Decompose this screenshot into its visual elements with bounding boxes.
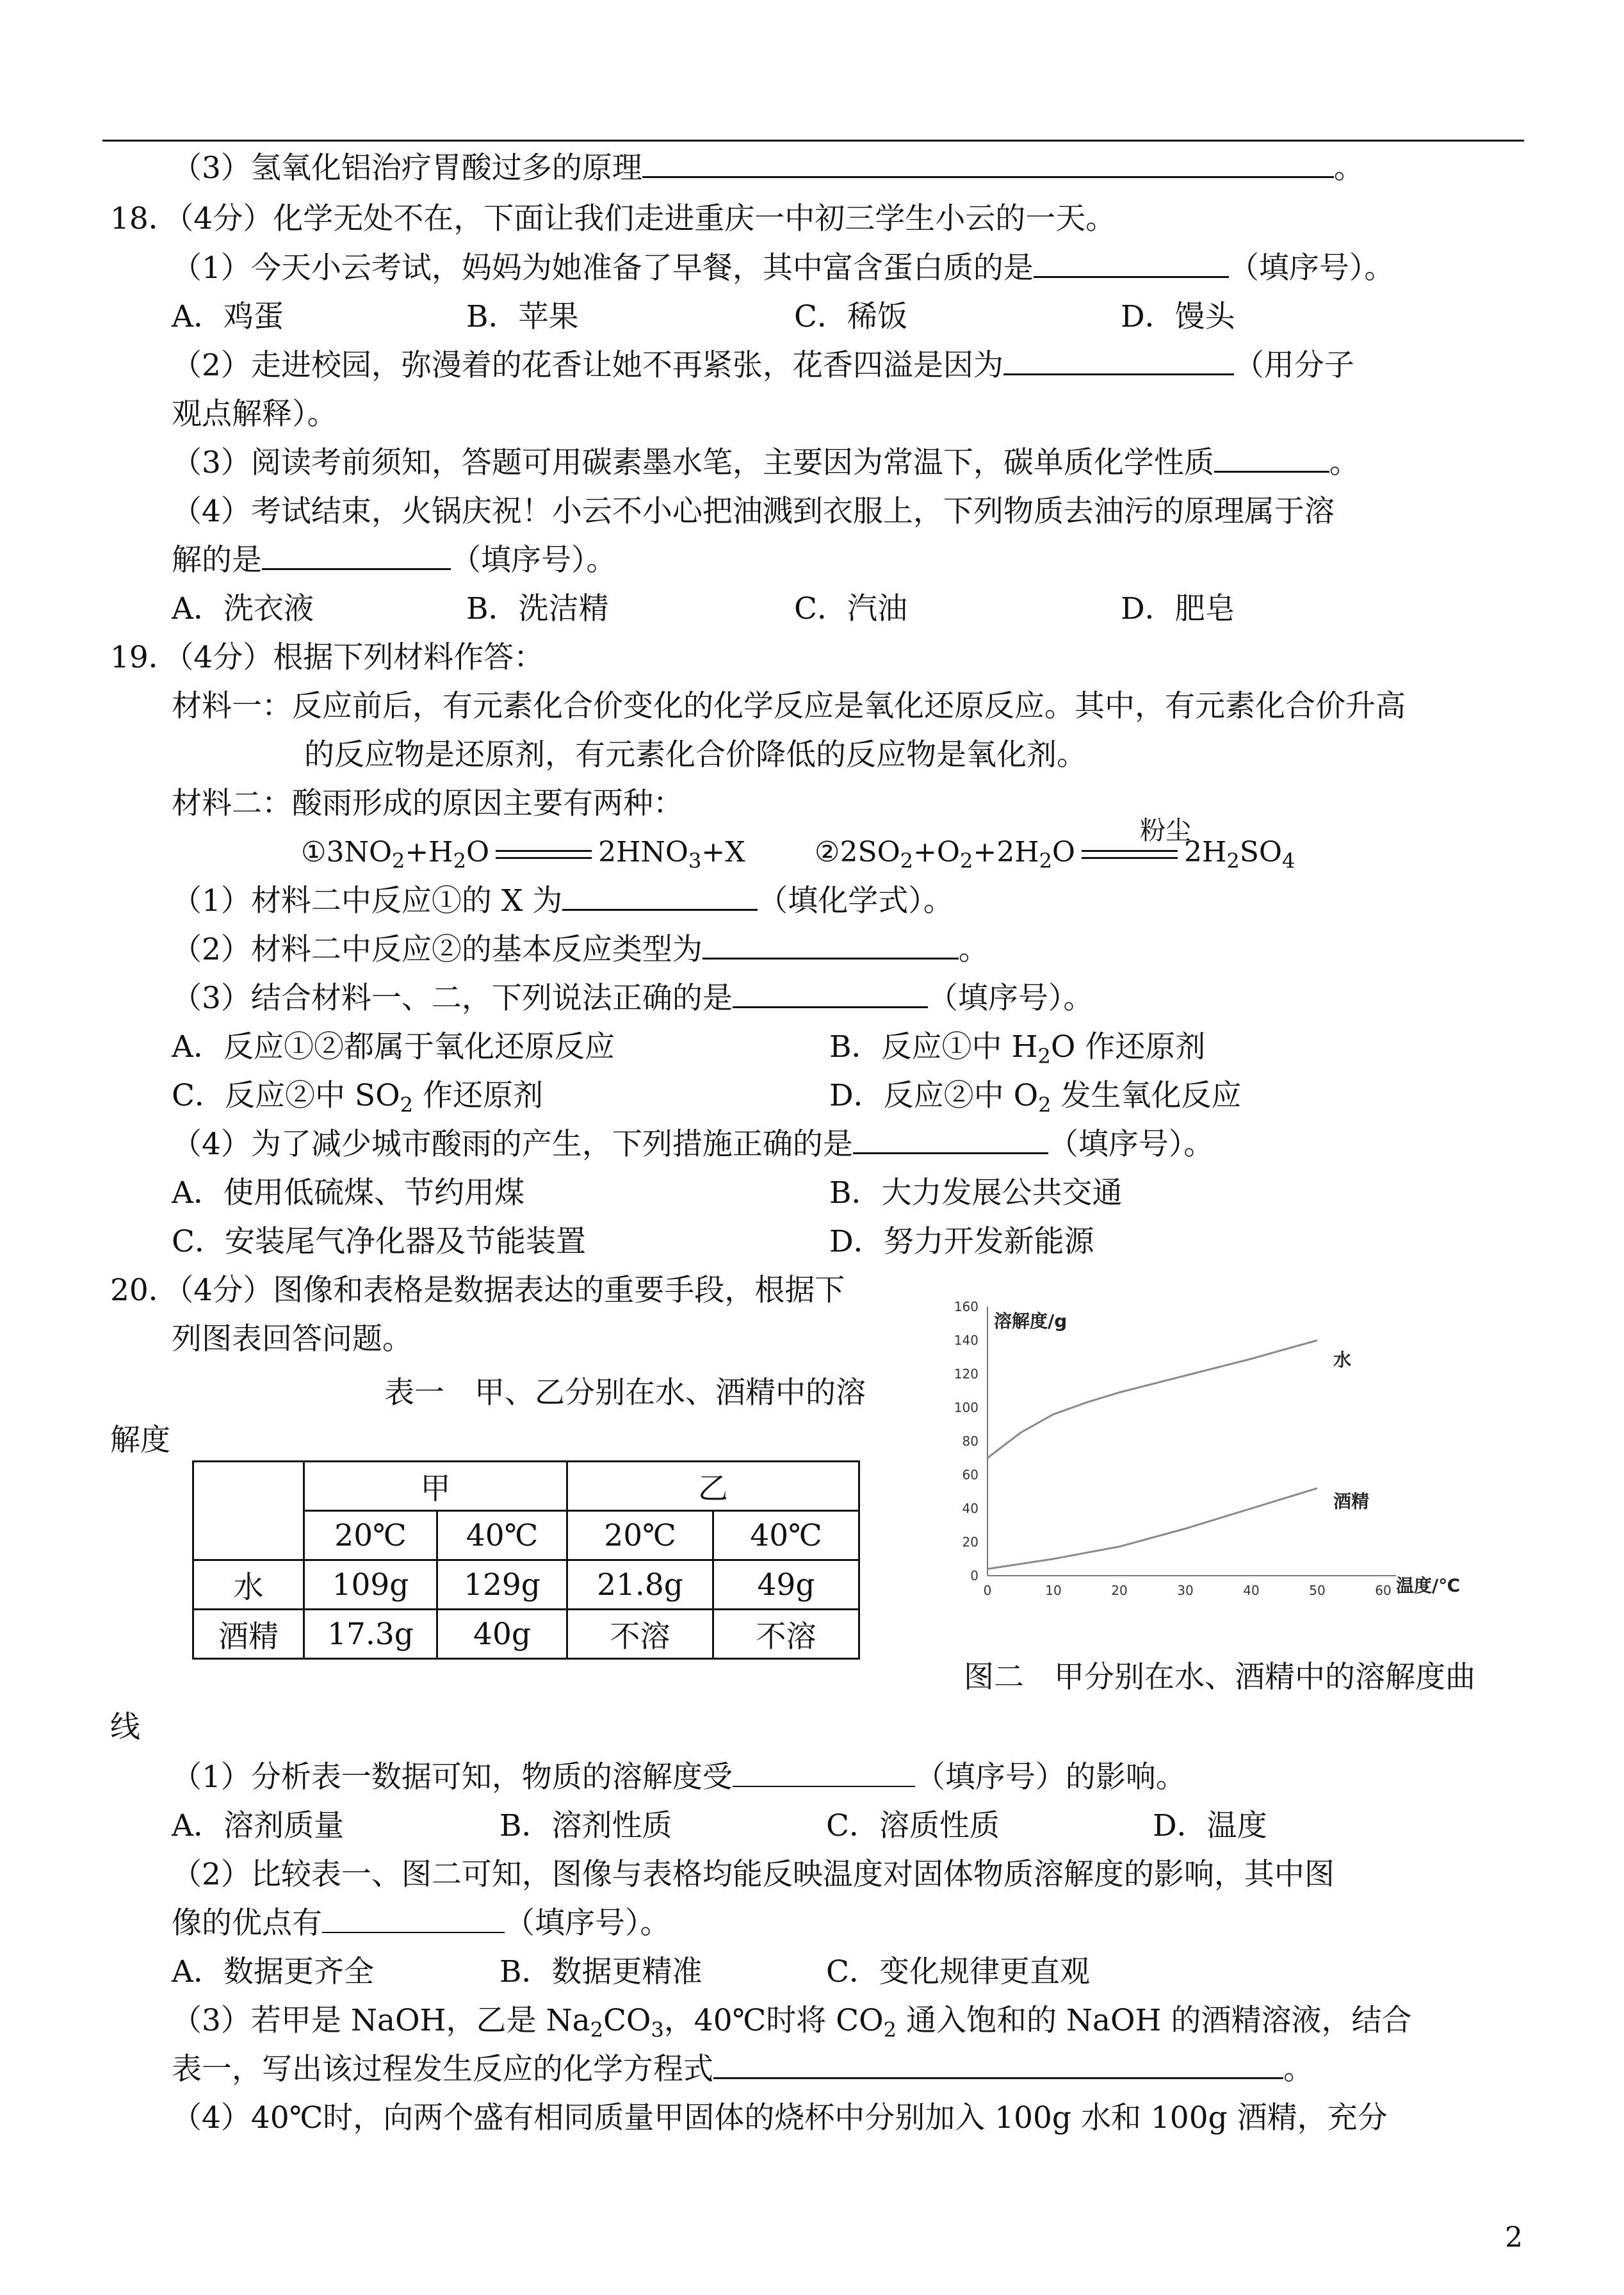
q18-1-option-c: C．稀饭 (794, 299, 907, 334)
table-cell: 17.3g (304, 1610, 437, 1659)
q19-3: （3）结合材料一、二，下列说法正确的是 （填序号）。 (172, 981, 1094, 1016)
y-axis-label: 溶解度/g (994, 1311, 1068, 1332)
series-label: 酒精 (1333, 1491, 1370, 1512)
table-cell: 40g (437, 1610, 567, 1659)
q20-1-option-d: D．温度 (1153, 1808, 1267, 1843)
q20-2-option-b: B．数据更精准 (499, 1954, 702, 1989)
q20-3: （3）若甲是 NaOH，乙是 $Na_2CO_3$，40℃时将 $CO_2$ 通入饱和的 NaOH 的酒精溶液，结合 (172, 2003, 1412, 2042)
solubility-table (192, 1460, 860, 1660)
q18-1-option-a: A．鸡蛋 (172, 299, 284, 334)
q19-4-option-a: A．使用低硫煤、节约用煤 (172, 1175, 524, 1211)
q20-4: （4）40℃时，向两个盛有相同质量甲固体的烧杯中分别加入 100g 水和 100g 酒精，充分 (172, 2100, 1388, 2136)
y-tick-label: 160 (954, 1299, 978, 1314)
q20-2-option-a: A．数据更齐全 (172, 1954, 374, 1989)
table-cell: 不溶 (713, 1610, 859, 1659)
y-tick-label: 100 (954, 1400, 978, 1416)
x-tick-label: 10 (1045, 1583, 1062, 1598)
table-group-header: 乙 (567, 1462, 859, 1511)
y-tick-label: 140 (954, 1332, 978, 1348)
q20-2-option-c: C．变化规律更直观 (826, 1954, 1090, 1989)
table-temp-header: 40℃ (713, 1511, 859, 1560)
top-rule (102, 140, 1524, 142)
y-tick-label: 60 (962, 1467, 978, 1483)
dust-condition: 粉尘 (1140, 816, 1191, 845)
y-tick-label: 120 (954, 1366, 978, 1382)
reaction-1-equation: $①3NO_2+H_2O$ $2HNO_3+X$ (301, 836, 745, 873)
x-tick-label: 20 (1111, 1583, 1128, 1598)
q19-4-option-d: D．努力开发新能源 (829, 1224, 1094, 1259)
x-tick-label: 60 (1375, 1583, 1392, 1598)
q18-1-option-d: D．馒头 (1121, 299, 1235, 334)
table-temp-header: 40℃ (437, 1511, 567, 1560)
y-tick-label: 0 (970, 1568, 978, 1583)
q19-title: 19．（4分）根据下列材料作答： (110, 640, 544, 675)
q19-4-option-c: C．安装尾气净化器及节能装置 (172, 1224, 586, 1259)
table-row (193, 1560, 859, 1610)
q19-3-option-b: B．反应①中 $H_2O$ 作还原剂 (829, 1029, 1206, 1068)
material-1: 材料一：反应前后，有元素化合价变化的化学反应是氧化还原反应。其中，有元素化合价升高 (172, 689, 1406, 724)
y-tick-label: 20 (962, 1534, 978, 1550)
page-number: 2 (1505, 2221, 1523, 2254)
material-1-cont: 的反应物是还原剂，有元素化合价降低的反应物是氧化剂。 (304, 737, 1087, 772)
q18-4-cont: 解的是 （填序号）。 (172, 543, 617, 578)
table-cell: 109g (304, 1560, 437, 1610)
table-temp-header: 20℃ (567, 1511, 713, 1560)
q19-2: （2）材料二中反应②的基本反应类型为 。 (172, 932, 989, 967)
table-cell: 49g (713, 1560, 859, 1610)
table-group-header: 甲 (304, 1462, 567, 1511)
q20-1-option-b: B．溶剂性质 (499, 1808, 672, 1843)
q18-1: （1）今天小云考试，妈妈为她准备了早餐，其中富含蛋白质的是 （填序号）。 (172, 250, 1395, 286)
q20-1-option-a: A．溶剂质量 (172, 1808, 344, 1843)
q19-4-option-b: B．大力发展公共交通 (829, 1175, 1123, 1211)
table-cell: 129g (437, 1560, 567, 1610)
q18-4-option-c: C．汽油 (794, 591, 907, 626)
table-corner (193, 1462, 304, 1560)
q20-title: 20．（4分）图像和表格是数据表达的重要手段，根据下 (110, 1273, 845, 1308)
x-tick-label: 40 (1243, 1583, 1260, 1598)
q19-3-option-a: A．反应①②都属于氧化还原反应 (172, 1029, 615, 1065)
y-tick-label: 40 (962, 1501, 978, 1516)
series-line-water (987, 1341, 1317, 1458)
q19-3-option-d: D．反应②中 $O_2$ 发生氧化反应 (829, 1078, 1242, 1117)
reaction-2-equation: $②2SO_2+O_2+2H_2O$ $2H_2SO_4$ (815, 836, 1295, 873)
series-label: 水 (1333, 1349, 1352, 1371)
figure-caption: 图二 甲分别在水、酒精中的溶解度曲 (964, 1660, 1475, 1695)
table-row-label: 酒精 (193, 1610, 304, 1659)
q20-title-cont: 列图表回答问题。 (172, 1321, 412, 1357)
q18-title: 18．（4分）化学无处不在，下面让我们走进重庆一中初三学生小云的一天。 (110, 201, 1116, 236)
q18-1-option-b: B．苹果 (466, 299, 579, 334)
q20-3-cont: 表一，写出该过程发生反应的化学方程式 。 (172, 2052, 1313, 2087)
table-caption-cont: 解度 (110, 1423, 170, 1458)
solubility-chart (929, 1294, 1460, 1627)
table-row (193, 1610, 859, 1659)
x-tick-label: 0 (983, 1583, 992, 1598)
q20-2: （2）比较表一、图二可知，图像与表格均能反映温度对固体物质溶解度的影响，其中图 (172, 1857, 1335, 1892)
q20-1: （1）分析表一数据可知，物质的溶解度受 （填序号）的影响。 (172, 1760, 1186, 1795)
q18-2-cont: 观点解释）。 (172, 396, 337, 432)
q18-2: （2）走进校园，弥漫着的花香让她不再紧张，花香四溢是因为 （用分子 (172, 348, 1354, 383)
q18-4: （4）考试结束，火锅庆祝！小云不小心把油溅到衣服上，下列物质去油污的原理属于溶 (172, 494, 1335, 529)
y-tick-label: 80 (962, 1433, 978, 1449)
q18-4-option-a: A．洗衣液 (172, 591, 314, 626)
q18-3: （3）阅读考前须知，答题可用碳素墨水笔，主要因为常温下，碳单质化学性质 。 (172, 445, 1360, 480)
q17-3: （3）氢氧化铝治疗胃酸过多的原理 。 (172, 151, 1364, 186)
series-line-alcohol (987, 1489, 1317, 1569)
q20-1-option-c: C．溶质性质 (826, 1808, 1000, 1843)
material-2: 材料二：酸雨形成的原因主要有两种： (172, 786, 683, 821)
x-tick-label: 50 (1309, 1583, 1326, 1598)
table-row-label: 水 (193, 1560, 304, 1610)
table-cell: 不溶 (567, 1610, 713, 1659)
q19-4: （4）为了减少城市酸雨的产生，下列措施正确的是 （填序号）。 (172, 1127, 1214, 1162)
q20-2-cont: 像的优点有 （填序号）。 (172, 1906, 670, 1941)
table-cell: 21.8g (567, 1560, 713, 1610)
x-tick-label: 30 (1177, 1583, 1194, 1598)
q18-4-option-b: B．洗洁精 (466, 591, 609, 626)
figure-caption-cont: 线 (110, 1710, 140, 1745)
q18-4-option-d: D．肥皂 (1121, 591, 1235, 626)
q19-3-option-c: C．反应②中 $SO_2$ 作还原剂 (172, 1078, 543, 1117)
table-temp-header: 20℃ (304, 1511, 437, 1560)
x-axis-label: 温度/℃ (1396, 1575, 1460, 1596)
q19-1: （1）材料二中反应①的 X 为 （填化学式）。 (172, 883, 954, 919)
table-caption: 表一 甲、乙分别在水、酒精中的溶 (384, 1375, 866, 1410)
